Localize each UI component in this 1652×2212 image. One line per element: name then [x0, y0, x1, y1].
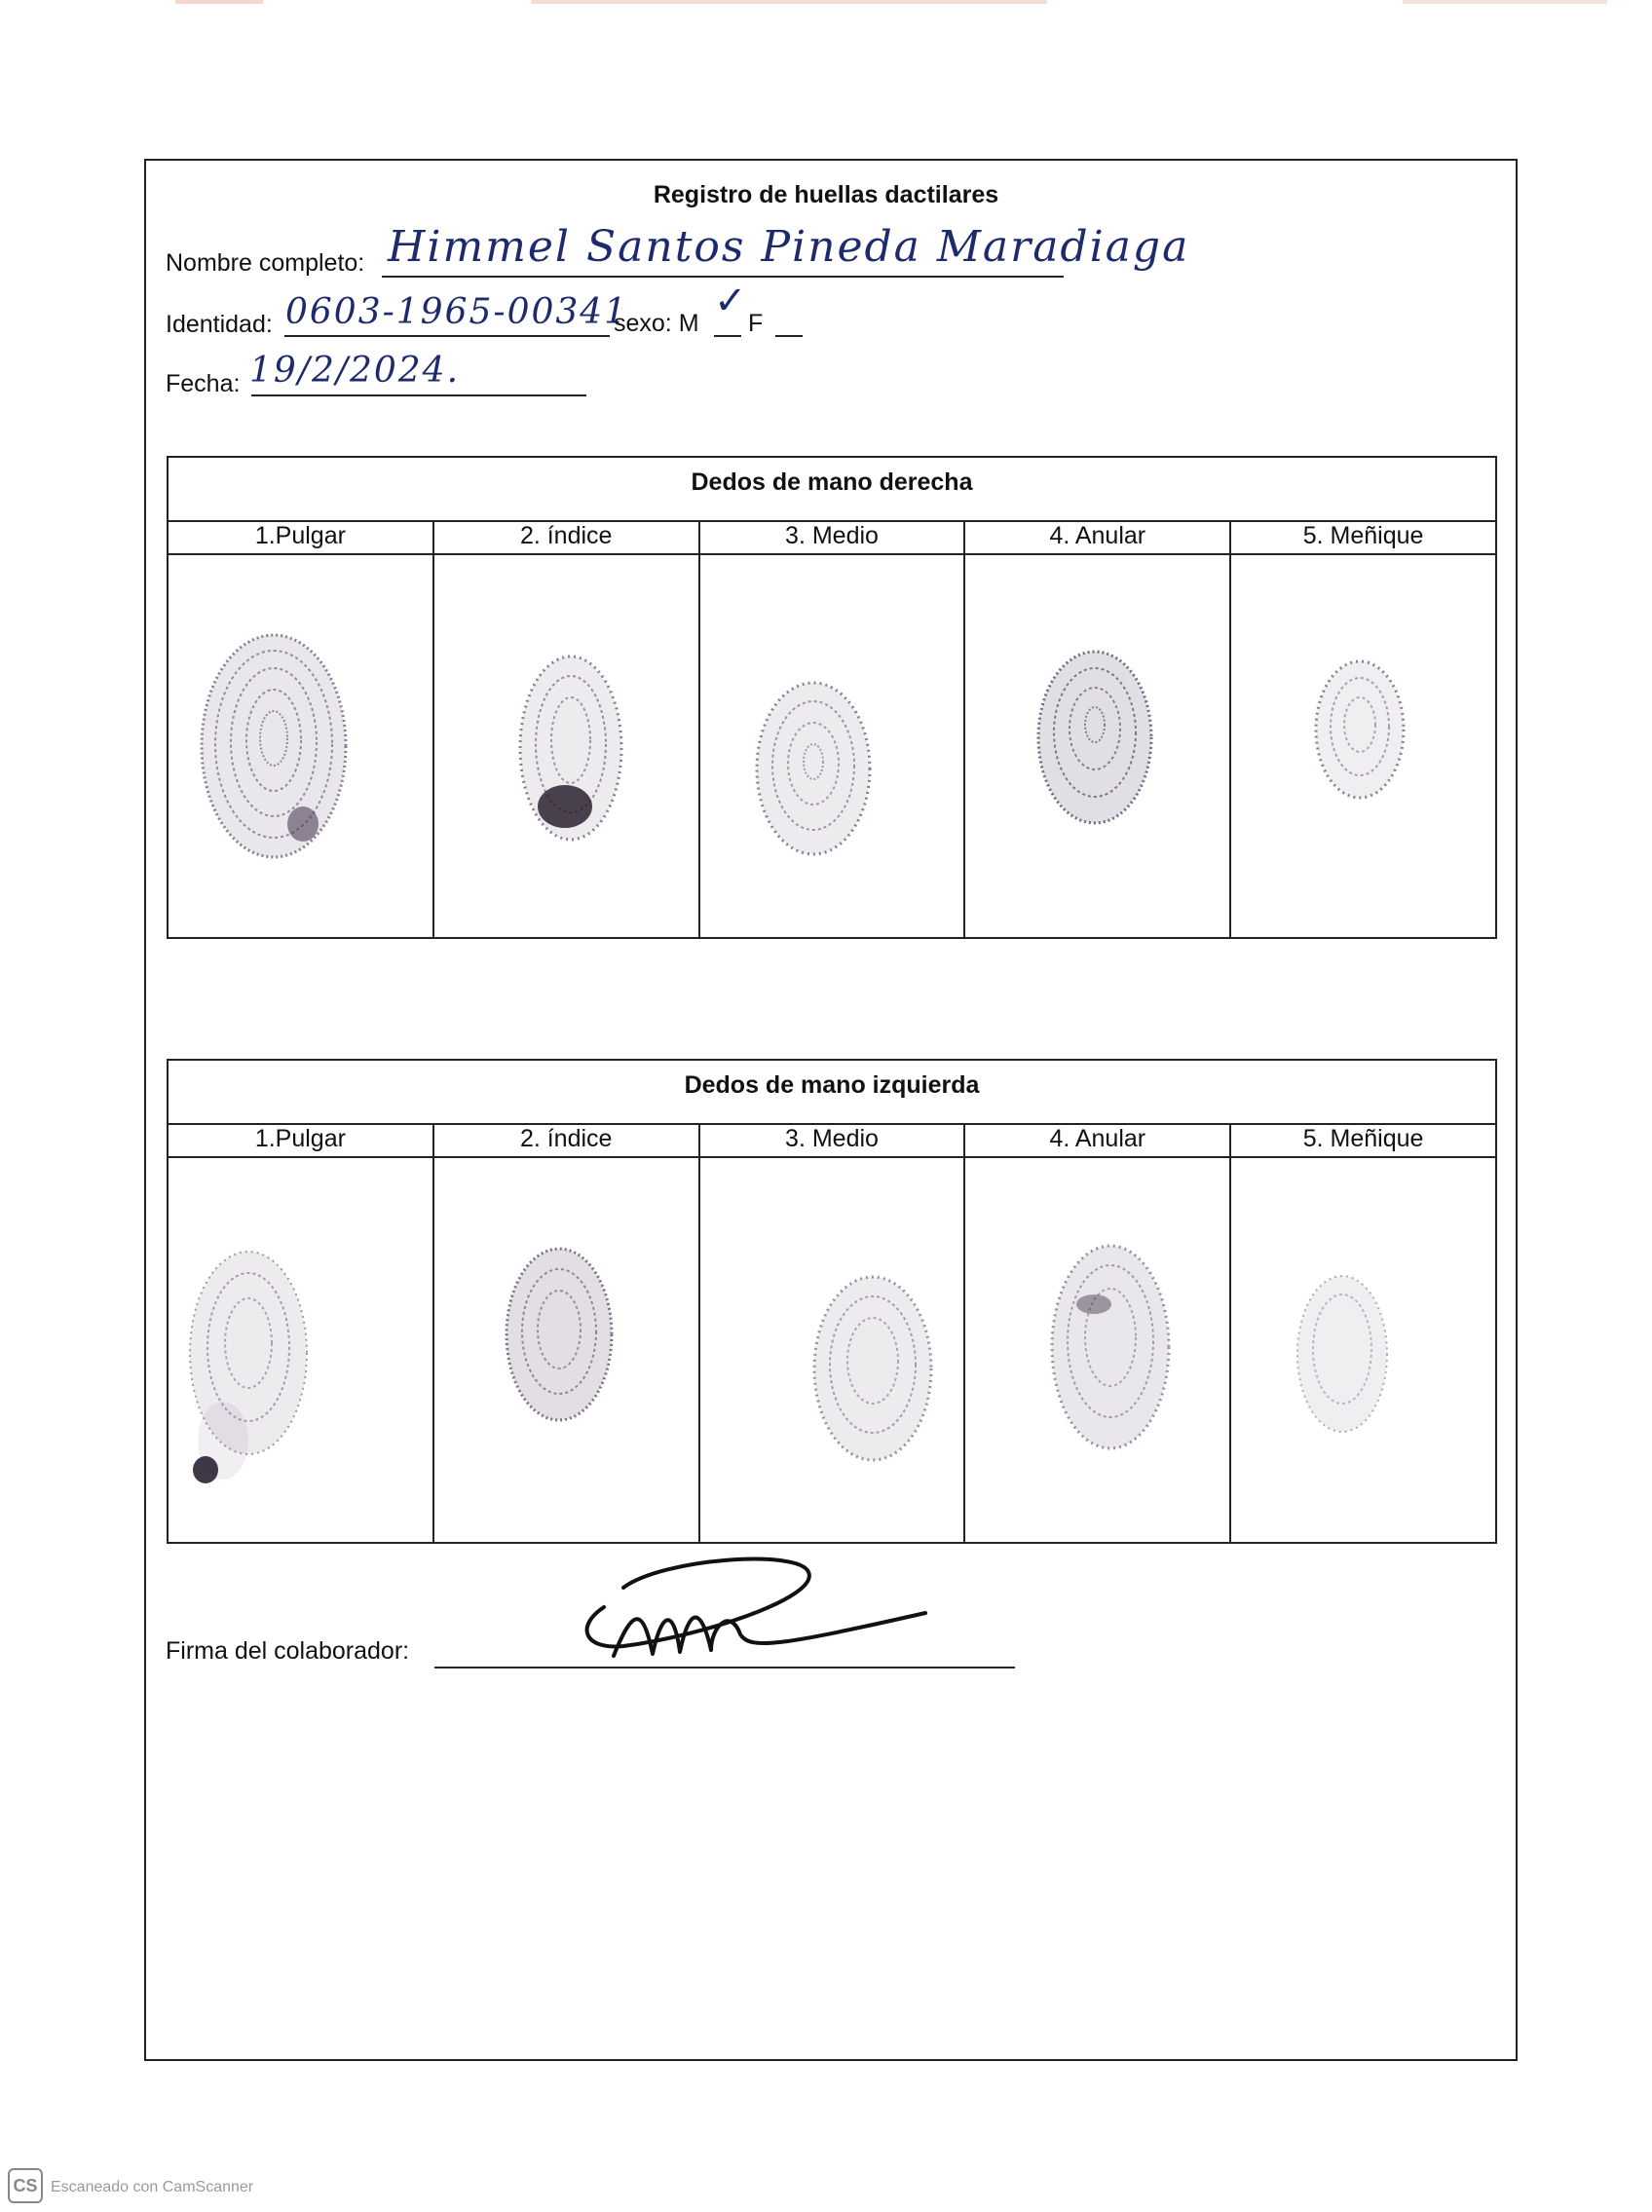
fingerprint-image [1294, 1271, 1391, 1437]
right-middle-header: 3. Medio [700, 520, 966, 553]
right-index-header: 2. índice [434, 520, 700, 553]
fingerprint-image [514, 651, 627, 845]
date-label: Fecha: [166, 370, 241, 397]
left-hand-print-row [169, 1156, 1495, 1542]
form-title: Registro de huellas dactilares [653, 181, 999, 208]
right-little-cell [1231, 553, 1495, 937]
right-ring-cell [965, 553, 1231, 937]
id-value: 0603-1965-00341 [285, 292, 629, 332]
right-hand-title: Dedos de mano derecha [169, 458, 1495, 522]
camscanner-logo: CS [8, 2168, 43, 2203]
scan-edge-artifact [531, 0, 1047, 4]
left-ring-header: 4. Anular [965, 1123, 1231, 1156]
fingerprint-image [809, 1271, 936, 1466]
sex-m-line [714, 335, 741, 337]
fingerprint-image [1033, 647, 1156, 828]
sex-f-label: F [748, 310, 764, 337]
right-thumb-cell [169, 553, 434, 937]
id-underline [284, 335, 610, 337]
scan-edge-artifact [1403, 0, 1607, 4]
sex-label: sexo: M [614, 310, 699, 337]
right-hand-table [167, 456, 1497, 939]
name-underline [382, 276, 1064, 278]
date-underline [251, 394, 586, 396]
name-value: Himmel Santos Pineda Maradiaga [388, 222, 1190, 272]
sex-m-mark: ✓ [714, 279, 749, 323]
fingerprint-image [1311, 656, 1408, 803]
name-label: Nombre completo: [166, 249, 365, 277]
left-hand-table [167, 1059, 1497, 1544]
left-index-cell [434, 1156, 700, 1542]
scanner-watermark-text: Escaneado con CamScanner [51, 2179, 254, 2195]
fingerprint-image [753, 678, 874, 859]
signature-label: Firma del colaborador: [166, 1637, 410, 1665]
left-ring-cell [965, 1156, 1231, 1542]
fingerprint-image [1047, 1240, 1174, 1454]
handwritten-signature [565, 1549, 935, 1675]
left-thumb-header: 1.Pulgar [169, 1123, 434, 1156]
right-index-cell [434, 553, 700, 937]
fingerprint-image [176, 1246, 313, 1499]
right-little-header: 5. Meñique [1302, 522, 1424, 549]
date-value: 19/2/2024. [249, 351, 461, 391]
left-middle-cell [700, 1156, 966, 1542]
fingerprint-image [503, 1244, 616, 1425]
scan-edge-artifact [175, 0, 263, 4]
fingerprint-image [196, 629, 352, 863]
left-little-cell [1231, 1156, 1495, 1542]
right-middle-cell [700, 553, 966, 937]
left-index-header: 2. índice [434, 1123, 700, 1156]
left-middle-header: 3. Medio [700, 1123, 966, 1156]
left-hand-title: Dedos de mano izquierda [169, 1061, 1495, 1125]
right-ring-header: 4. Anular [965, 520, 1231, 553]
sex-f-line [775, 335, 803, 337]
right-thumb-header: 1.Pulgar [169, 520, 434, 553]
id-label: Identidad: [166, 311, 273, 338]
right-hand-column-headers [169, 520, 1495, 555]
right-hand-print-row [169, 553, 1495, 937]
left-thumb-cell [169, 1156, 434, 1542]
left-hand-column-headers [169, 1123, 1495, 1158]
left-little-header: 5. Meñique [1302, 1125, 1424, 1152]
